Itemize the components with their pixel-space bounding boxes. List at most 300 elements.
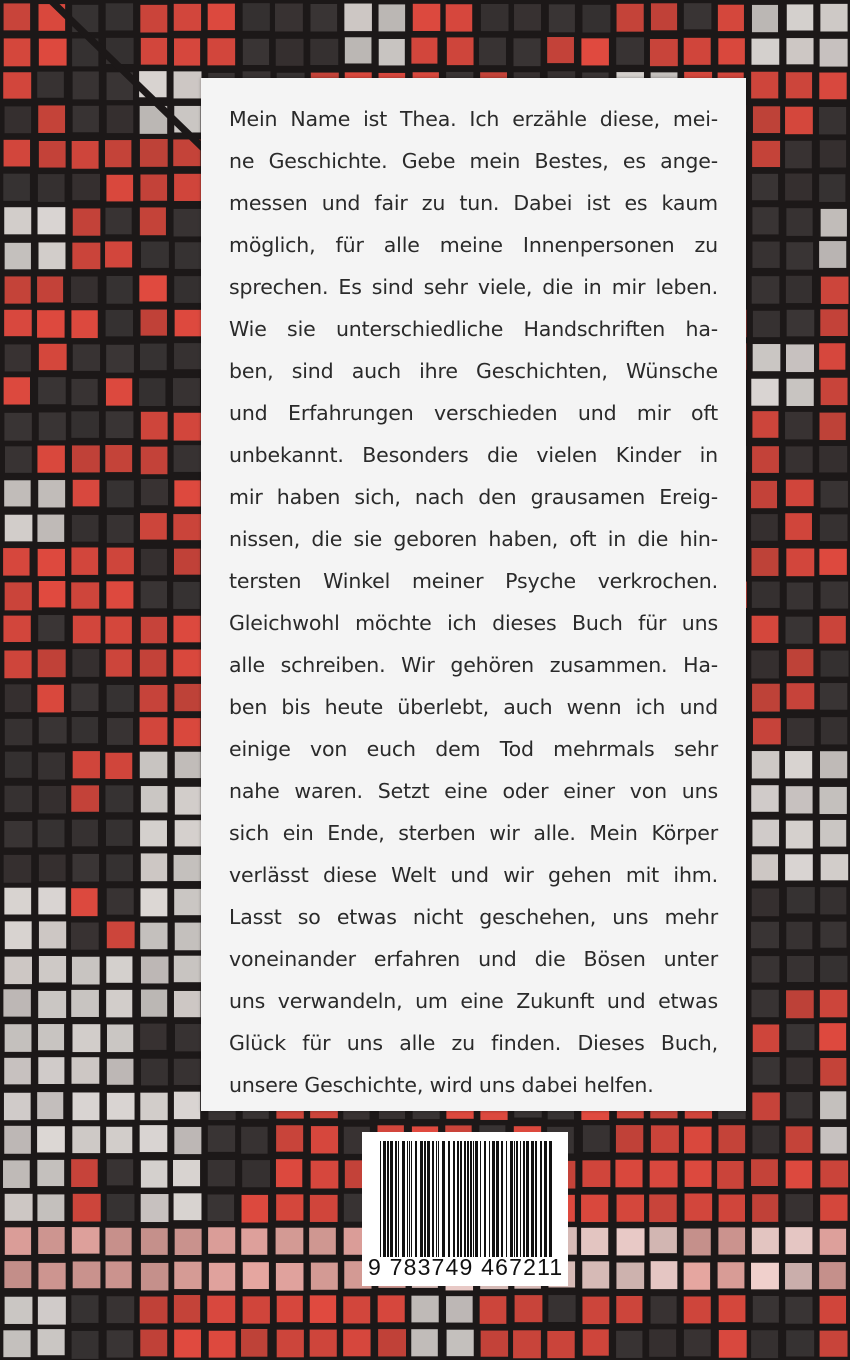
background-tile (72, 1331, 99, 1359)
background-tile (106, 378, 132, 405)
background-tile (751, 785, 778, 812)
background-tile (174, 549, 200, 575)
background-tile (786, 480, 814, 507)
background-tile (174, 413, 201, 441)
background-tile (786, 1126, 813, 1153)
background-tile (411, 1329, 438, 1356)
background-tile (141, 957, 169, 984)
blurb-line: einige von euch dem Tod mehrmals sehr (229, 737, 718, 761)
background-tile (785, 1263, 812, 1290)
background-tile (785, 1194, 813, 1221)
background-tile (616, 37, 644, 64)
background-tile (73, 71, 99, 99)
background-tile (685, 1161, 712, 1187)
blurb-line: unbekannt. Besonders die vielen Kinder in (229, 443, 718, 467)
background-tile (140, 5, 167, 33)
barcode-bar (398, 1141, 399, 1257)
background-tile (241, 1329, 267, 1357)
background-tile (819, 1023, 846, 1050)
background-tile (140, 1125, 168, 1152)
background-tile (174, 1330, 201, 1358)
background-tile (141, 853, 167, 881)
background-tile (174, 4, 201, 31)
background-tile (4, 480, 30, 506)
background-tile (752, 207, 778, 234)
background-tile (72, 1227, 100, 1253)
background-tile (37, 1160, 64, 1186)
background-tile (174, 718, 201, 746)
background-tile (5, 243, 31, 270)
background-tile (275, 3, 303, 31)
barcode-bar (448, 1141, 450, 1257)
background-tile (752, 1126, 779, 1154)
barcode-bar (473, 1141, 474, 1257)
background-tile (650, 1161, 678, 1188)
background-tile (785, 412, 813, 440)
background-tile (37, 446, 64, 473)
background-tile (820, 309, 848, 336)
background-tile (37, 515, 64, 542)
barcode-bar (438, 1141, 439, 1257)
barcode-bar (531, 1141, 534, 1257)
background-tile (141, 412, 168, 440)
background-tile (140, 888, 167, 916)
background-tile (5, 276, 31, 303)
background-tile (174, 209, 202, 237)
background-tile (786, 1330, 814, 1356)
background-tile (37, 276, 63, 302)
background-tile (174, 855, 201, 881)
background-tile (787, 1024, 815, 1050)
background-tile (3, 616, 30, 642)
background-tile (583, 1125, 610, 1152)
background-tile (243, 39, 269, 65)
background-tile (174, 1059, 201, 1085)
background-tile (821, 581, 849, 608)
barcode-bar (424, 1141, 426, 1257)
background-tile (819, 446, 847, 472)
background-tile (174, 343, 201, 369)
background-tile (752, 276, 780, 303)
background-tile (821, 717, 847, 744)
background-tile (276, 1125, 303, 1151)
background-tile (310, 1195, 338, 1222)
background-tile (39, 141, 66, 168)
background-tile (39, 717, 67, 744)
barcode-bar (523, 1141, 525, 1257)
background-tile (4, 1261, 31, 1288)
background-tile (72, 957, 100, 985)
background-tile (140, 1297, 168, 1324)
background-tile (208, 4, 235, 30)
background-tile (751, 379, 778, 406)
background-tile (751, 481, 777, 508)
background-tile (4, 888, 31, 915)
background-tile (785, 1227, 812, 1254)
background-tile (4, 1093, 31, 1120)
background-tile (751, 1330, 778, 1358)
isbn-barcode (362, 1132, 568, 1286)
background-tile (71, 990, 99, 1017)
background-tile (106, 3, 133, 30)
background-tile (785, 854, 813, 880)
background-tile (345, 37, 372, 63)
background-tile (752, 1228, 779, 1254)
background-tile (71, 785, 99, 811)
background-tile (71, 582, 99, 608)
background-tile (786, 208, 812, 236)
blurb-line: Glück für uns alle zu finden. Dieses Buch, (229, 1031, 718, 1055)
background-tile (276, 1228, 304, 1255)
background-tile (276, 1194, 303, 1220)
background-tile (141, 617, 167, 643)
blurb-line: uns verwandeln, um eine Zukunft und etwas (229, 989, 718, 1013)
background-tile (4, 1058, 31, 1085)
background-tile (513, 38, 540, 66)
background-tile (106, 175, 133, 202)
blurb-line: und Erfahrungen verschieden und mir oft (229, 401, 718, 425)
background-tile (311, 1161, 339, 1189)
background-tile (243, 1296, 270, 1323)
background-tile (241, 1228, 267, 1254)
background-tile (175, 310, 202, 336)
background-tile (684, 38, 711, 65)
background-tile (174, 684, 201, 711)
barcode-bar (453, 1141, 455, 1257)
background-tile (140, 175, 167, 201)
background-tile (107, 1194, 135, 1221)
background-tile (819, 241, 846, 268)
background-tile (71, 310, 97, 338)
background-tile (72, 515, 99, 542)
background-tile (276, 39, 304, 66)
background-tile (242, 1160, 270, 1187)
background-tile (344, 4, 372, 32)
barcode-bar (514, 1141, 515, 1257)
background-tile (140, 650, 167, 677)
background-tile (820, 751, 847, 778)
background-tile (73, 616, 101, 644)
background-tile (616, 1125, 643, 1152)
background-tile (447, 1330, 474, 1356)
background-tile (106, 411, 134, 438)
background-tile (787, 4, 814, 30)
background-tile (174, 889, 201, 915)
background-tile (37, 1126, 65, 1152)
background-tile (37, 1092, 63, 1119)
background-tile (5, 1297, 33, 1324)
background-tile (276, 1263, 304, 1291)
background-tile (343, 1329, 370, 1356)
background-tile (684, 1329, 711, 1356)
background-tile (617, 1228, 645, 1255)
background-tile (3, 72, 31, 98)
background-tile (821, 481, 848, 508)
background-tile (751, 1263, 779, 1290)
background-tile (684, 3, 712, 29)
barcode-bar (427, 1141, 430, 1257)
background-tile (616, 1331, 642, 1358)
background-tile (3, 1160, 30, 1188)
barcode-bar (383, 1141, 386, 1257)
background-tile (719, 1295, 746, 1322)
background-tile (819, 343, 845, 369)
blurb-line: möglich, für alle meine Innenpersonen zu (229, 233, 718, 257)
background-tile (72, 649, 99, 677)
background-tile (105, 617, 132, 644)
background-tile (5, 1024, 32, 1052)
background-tile (209, 1263, 235, 1291)
background-tile (583, 1329, 609, 1355)
background-tile (107, 515, 134, 543)
background-tile (819, 73, 846, 100)
background-tile (106, 649, 132, 676)
background-tile (581, 1195, 608, 1222)
background-tile (38, 1024, 64, 1050)
background-tile (785, 751, 812, 778)
background-tile (141, 447, 168, 475)
background-tile (72, 1126, 100, 1153)
background-tile (785, 174, 812, 201)
background-tile (173, 514, 201, 540)
blurb-line: verlässt diese Welt und wir gehen mit ihm. (229, 863, 718, 887)
background-tile (38, 1227, 64, 1254)
background-tile (174, 276, 201, 303)
background-tile (174, 480, 200, 506)
blurb-line: sprechen. Es sind sehr viele, die in mir leben. (229, 275, 718, 299)
background-tile (73, 1261, 101, 1288)
background-tile (106, 310, 133, 336)
background-tile (38, 1263, 65, 1290)
background-tile (548, 1295, 575, 1322)
background-tile (141, 1263, 169, 1291)
background-tile (413, 4, 441, 31)
background-tile (140, 207, 166, 235)
background-tile (309, 1228, 336, 1255)
background-tile (481, 4, 509, 31)
background-tile (820, 514, 848, 541)
background-tile (4, 3, 31, 30)
background-tile (139, 275, 166, 301)
background-tile (106, 854, 133, 881)
barcode-bar (460, 1141, 462, 1257)
background-tile (717, 1161, 744, 1189)
background-tile (140, 923, 167, 950)
background-tile (175, 1024, 202, 1051)
background-tile (38, 820, 65, 848)
background-tile (141, 1160, 167, 1187)
background-tile (37, 1194, 64, 1221)
background-tile (140, 820, 167, 846)
background-tile (241, 1127, 267, 1154)
background-tile (106, 990, 132, 1017)
background-tile (71, 684, 98, 711)
background-tile (821, 378, 848, 405)
barcode-bar (544, 1141, 547, 1257)
background-tile (38, 207, 66, 234)
background-tile (547, 37, 574, 63)
background-tile (140, 685, 168, 712)
background-tile (616, 1296, 642, 1323)
barcode-bar (457, 1141, 459, 1257)
background-tile (411, 38, 437, 64)
background-tile (73, 480, 100, 507)
background-tile (752, 5, 778, 32)
background-tile (547, 1331, 574, 1358)
background-tile (821, 277, 849, 304)
background-tile (72, 717, 98, 743)
background-tile (753, 344, 781, 371)
background-tile (106, 956, 132, 982)
background-tile (752, 820, 779, 847)
background-tile (378, 1295, 405, 1322)
background-tile (73, 106, 99, 132)
background-tile (175, 1229, 202, 1255)
background-tile (787, 310, 815, 337)
background-tile (141, 990, 167, 1017)
background-tile (310, 4, 337, 32)
background-tile (107, 1024, 133, 1052)
background-tile (582, 1297, 609, 1324)
background-tile (4, 855, 32, 883)
barcode-bar (402, 1141, 405, 1257)
background-tile (752, 446, 779, 473)
background-tile (107, 718, 133, 745)
background-tile (208, 1227, 235, 1254)
background-tile (174, 38, 200, 65)
background-tile (209, 1331, 236, 1358)
blurb-line: alle schreiben. Wir gehören zusammen. Ha- (229, 653, 718, 677)
background-tile (71, 1295, 98, 1323)
background-tile (786, 242, 813, 269)
background-tile (140, 752, 168, 779)
blurb-line: sich ein Ende, sterben wir alle. Mein Körper (229, 821, 718, 845)
barcode-bar (506, 1141, 507, 1257)
background-tile (71, 923, 99, 950)
background-tile (786, 922, 812, 949)
background-tile (310, 1330, 337, 1357)
background-tile (5, 921, 32, 949)
background-tile (5, 515, 33, 542)
barcode-bar (489, 1141, 490, 1257)
barcode-bar (496, 1141, 499, 1257)
background-tile (105, 140, 131, 167)
background-tile (243, 3, 270, 31)
background-tile (752, 242, 779, 268)
background-tile (581, 38, 609, 65)
background-tile (615, 1160, 642, 1188)
background-tile (514, 4, 541, 30)
background-tile (39, 581, 66, 607)
background-tile (208, 1125, 235, 1151)
background-tile (786, 1092, 812, 1118)
blurb-line: nissen, die sie geboren haben, oft in die hin- (229, 527, 718, 551)
background-tile (5, 106, 32, 133)
background-tile (5, 684, 31, 712)
barcode-bar (415, 1141, 417, 1257)
background-tile (820, 4, 847, 32)
blurb-line: Mein Name ist Thea. Ich erzähle diese, mei- (229, 107, 718, 131)
background-tile (446, 1296, 473, 1322)
background-tile (141, 1059, 168, 1086)
background-tile (173, 650, 201, 677)
background-tile (616, 1263, 644, 1289)
background-tile (820, 820, 846, 847)
background-tile (718, 38, 745, 64)
background-tile (174, 174, 201, 201)
background-tile (752, 888, 779, 916)
blurb-line: nahe waren. Setzt eine oder einer von uns (229, 779, 718, 803)
background-tile (751, 922, 779, 948)
background-tile (141, 38, 167, 65)
barcode-bar (540, 1141, 542, 1257)
background-tile (785, 107, 813, 135)
background-tile (5, 446, 32, 472)
background-tile (684, 1229, 711, 1256)
background-tile (175, 242, 202, 269)
background-tile (140, 139, 168, 167)
background-tile (819, 549, 846, 575)
background-tile (582, 1160, 610, 1187)
background-tile (752, 582, 780, 608)
background-tile (39, 786, 66, 813)
background-tile (106, 1127, 132, 1153)
background-tile (821, 209, 847, 237)
background-tile (71, 547, 98, 574)
background-tile (751, 990, 778, 1017)
background-tile (107, 1093, 135, 1120)
background-tile (71, 276, 98, 303)
background-tile (105, 241, 132, 267)
background-tile (751, 548, 778, 576)
background-tile (207, 38, 235, 65)
background-tile (5, 957, 32, 984)
background-tile (753, 1024, 779, 1052)
background-tile (174, 956, 201, 982)
background-tile (820, 887, 846, 914)
background-tile (787, 583, 813, 610)
background-tile (751, 72, 778, 99)
background-tile (5, 1194, 33, 1221)
background-tile (105, 753, 132, 779)
background-tile (141, 581, 167, 608)
back-cover-blurb (201, 78, 746, 1111)
barcode-bar (510, 1141, 513, 1257)
background-tile (752, 616, 779, 643)
barcode-bar (467, 1141, 469, 1257)
background-tile (785, 141, 812, 168)
background-tile (173, 378, 200, 406)
background-tile (173, 616, 200, 643)
background-tile (311, 1263, 338, 1290)
background-tile (174, 991, 201, 1017)
background-tile (72, 820, 98, 847)
background-tile (379, 39, 405, 65)
background-tile (141, 310, 167, 336)
background-tile (73, 751, 100, 778)
barcode-bar (516, 1141, 518, 1257)
background-tile (582, 5, 610, 33)
background-tile (685, 1193, 713, 1220)
background-tile (820, 413, 846, 440)
background-tile (175, 752, 201, 778)
barcode-bars (380, 1141, 552, 1257)
background-tile (106, 1261, 132, 1288)
background-tile (107, 1059, 134, 1085)
background-tile (719, 1195, 745, 1222)
background-tile (140, 1093, 167, 1121)
background-tile (549, 4, 575, 32)
